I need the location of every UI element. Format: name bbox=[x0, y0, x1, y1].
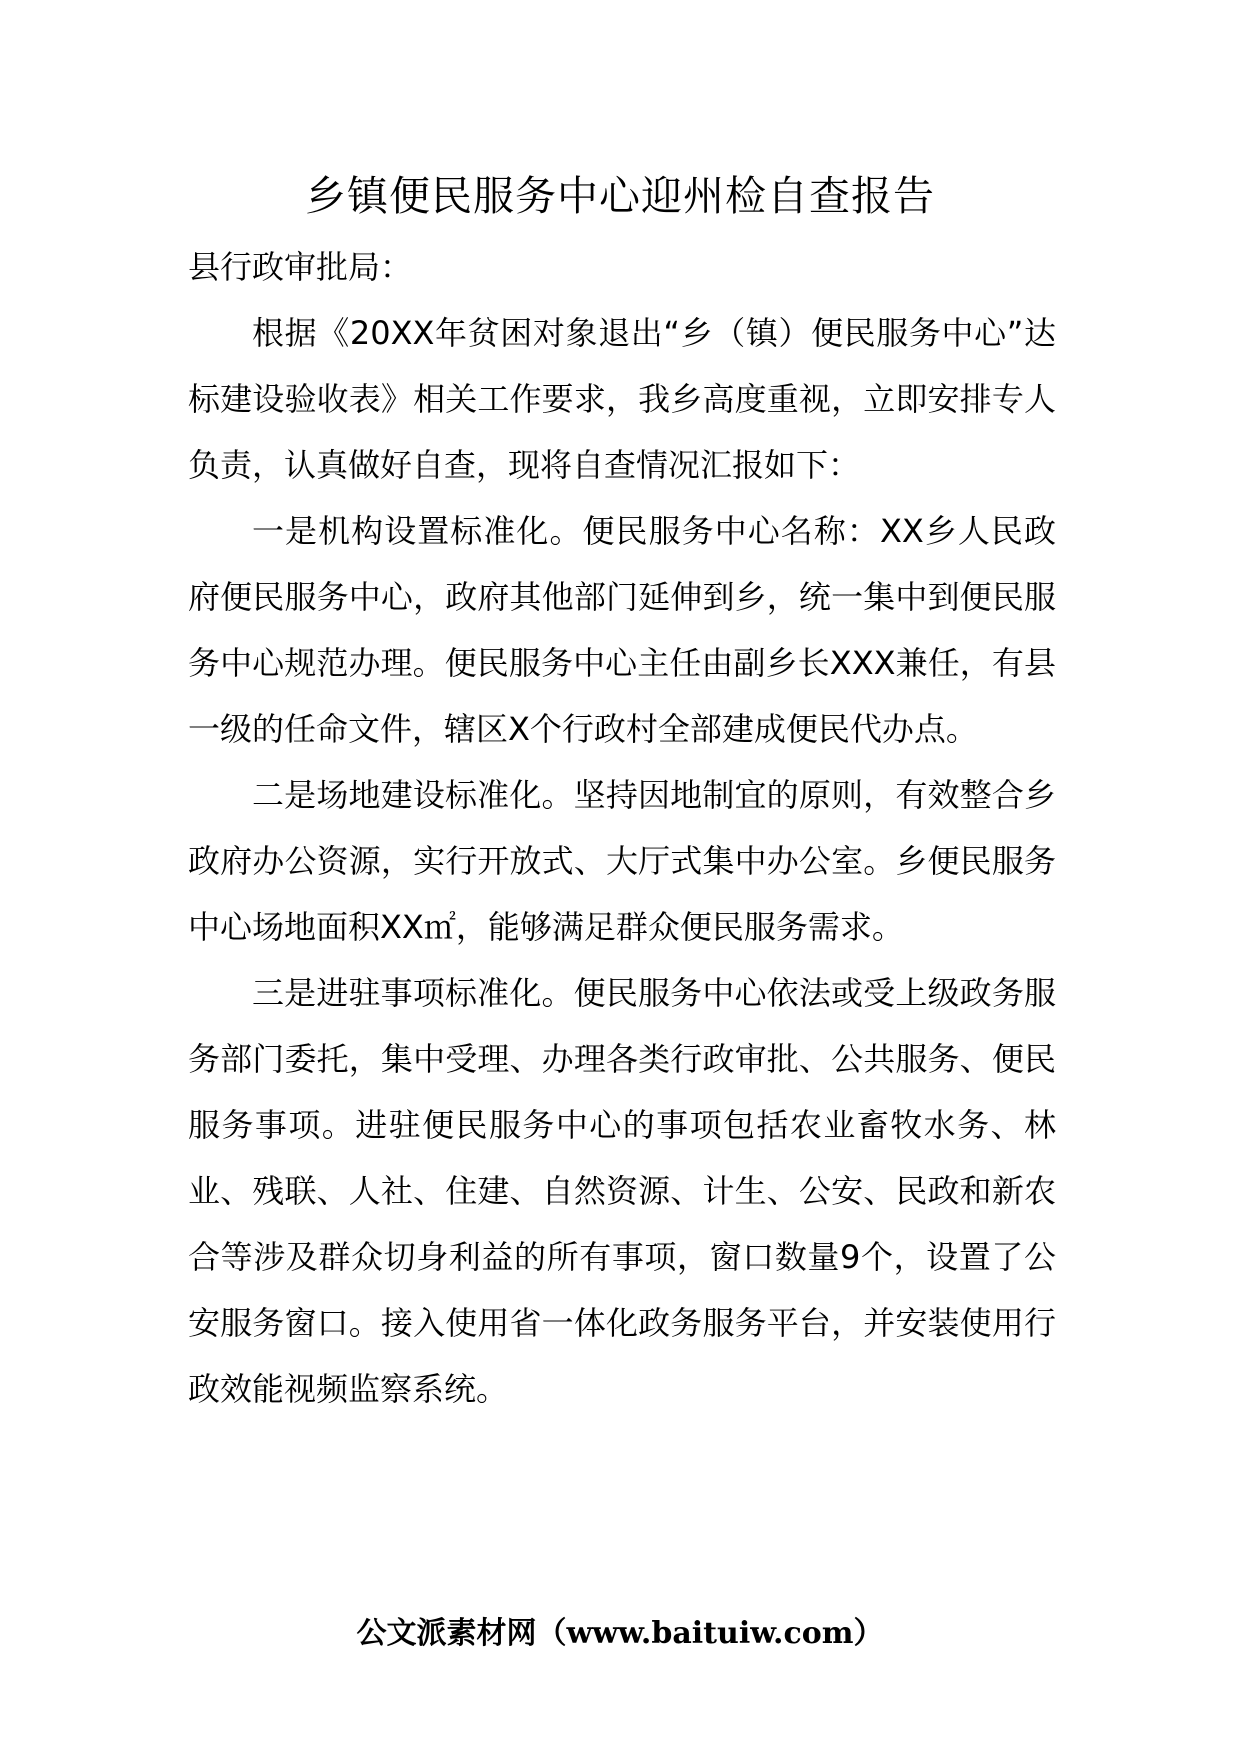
document-body bbox=[188, 234, 1056, 1422]
paragraph-services: 三是进驻事项标准化。便民服务中心依法或受上级政务服务部门委托，集中受理、办理各类行政审批、公共服务、便民服务事项。进驻便民服务中心的事项包括农业畜牧水务、林业、残联、人社、住建、自然资源、计生、公安、民政和新农合等涉及群众切身利益的所有事项，窗口数量9个，设置了公安服务窗口。接入使用省一体化政务服务平台，并安装使用行政效能视频监察系统。 bbox=[188, 974, 1056, 1408]
addressee: 县行政审批局： bbox=[188, 248, 413, 286]
paragraph-venue: 二是场地建设标准化。坚持因地制宜的原则，有效整合乡政府办公资源，实行开放式、大厅式集中办公室。乡便民服务中心场地面积XX㎡，能够满足群众便民服务需求。 bbox=[188, 776, 1056, 946]
paragraph-organization: 一是机构设置标准化。便民服务中心名称：XX乡人民政府便民服务中心，政府其他部门延伸到乡，统一集中到便民服务中心规范办理。便民服务中心主任由副乡长XXX兼任，有县一级的任命文件，辖区X个行政村全部建成便民代办点。 bbox=[188, 512, 1056, 748]
paragraph-intro: 根据《20XX年贫困对象退出“乡（镇）便民服务中心”达标建设验收表》相关工作要求，我乡高度重视，立即安排专人负责，认真做好自查，现将自查情况汇报如下： bbox=[188, 314, 1056, 484]
source-watermark-footer: 公文派素材网（www.baituiw.com） bbox=[356, 1616, 884, 1651]
document-title: 乡镇便民服务中心迎州检自查报告 bbox=[305, 172, 935, 220]
